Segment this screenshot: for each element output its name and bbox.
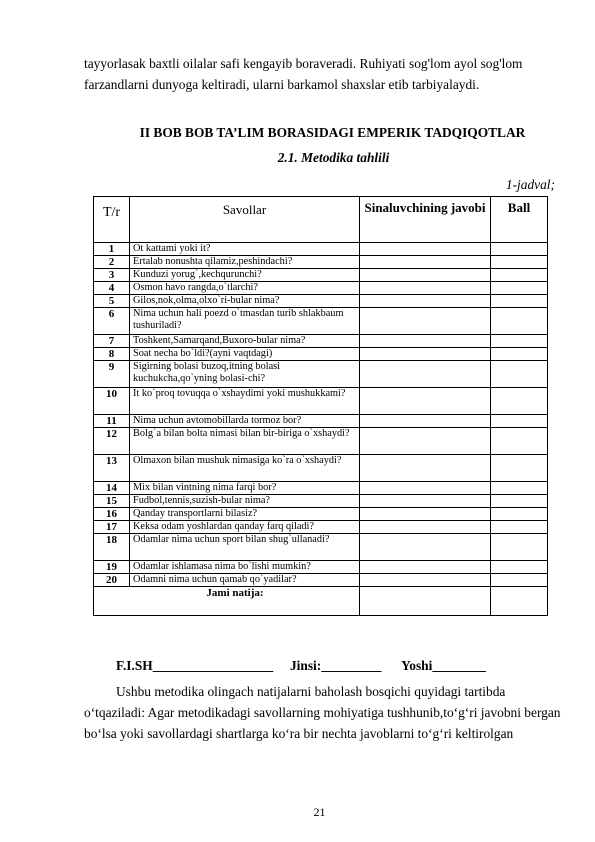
table-row (94, 256, 548, 269)
row-question: Odamlar ishlamasa nima bo`lishi mumkin? (130, 561, 360, 574)
table-row (94, 295, 548, 308)
row-score-cell[interactable] (491, 495, 548, 508)
row-answer-cell[interactable] (360, 295, 491, 308)
row-number: 11 (94, 415, 130, 428)
row-question: Ot kattami yoki it? (130, 243, 360, 256)
row-question: Nima uchun avtomobillarda tormoz bor? (130, 415, 360, 428)
row-question: Fudbol,tennis,suzish-bular nima? (130, 495, 360, 508)
row-number: 12 (94, 428, 130, 455)
table-row (94, 269, 548, 282)
total-row (94, 587, 548, 616)
page-number: 21 (313, 805, 326, 819)
row-question: Toshkent,Samarqand,Buxoro-bular nima? (130, 335, 360, 348)
row-answer-cell[interactable] (360, 508, 491, 521)
row-score-cell[interactable] (491, 574, 548, 587)
row-number: 6 (94, 308, 130, 335)
table-row (94, 308, 548, 335)
row-question: Kunduzi yorug`,kechqurunchi? (130, 269, 360, 282)
row-score-cell[interactable] (491, 561, 548, 574)
intro-paragraph: tayyorlasak baxtli oilalar safi kengayib boraveradi. Ruhiyati sog'lom ayol sog'lom farzandlarni dunyoga keltiradi, ularni barkamol shaxslar etib tarbiyalaydi. (84, 56, 523, 92)
questionnaire-table (93, 196, 548, 616)
table-row (94, 348, 548, 361)
table-label: 1-jadval; (505, 177, 555, 192)
header-number: T/r (94, 197, 130, 243)
row-answer-cell[interactable] (360, 269, 491, 282)
row-score-cell[interactable] (491, 388, 548, 415)
table-row (94, 455, 548, 482)
table-row (94, 508, 548, 521)
row-answer-cell[interactable] (360, 348, 491, 361)
table-row (94, 428, 548, 455)
row-answer-cell[interactable] (360, 282, 491, 295)
row-number: 5 (94, 295, 130, 308)
row-question: Bolg`a bilan bolta nimasi bilan bir-biriga o`xshaydi? (130, 428, 360, 455)
row-score-cell[interactable] (491, 482, 548, 495)
table-row (94, 361, 548, 388)
row-score-cell[interactable] (491, 361, 548, 388)
table-row (94, 282, 548, 295)
row-question: Keksa odam yoshlardan qanday farq qiladi? (130, 521, 360, 534)
row-answer-cell[interactable] (360, 495, 491, 508)
table-row (94, 495, 548, 508)
row-score-cell[interactable] (491, 308, 548, 335)
row-score-cell[interactable] (491, 428, 548, 455)
row-number: 1 (94, 243, 130, 256)
table-row (94, 335, 548, 348)
chapter-title: II BOB BOB TA’LIM BORASIDAGI EMPERIK TADQIQOTLAR (139, 125, 526, 140)
table-body (94, 243, 548, 616)
row-number: 2 (94, 256, 130, 269)
row-question: Mix bilan vintning nima farqi bor? (130, 482, 360, 495)
row-answer-cell[interactable] (360, 561, 491, 574)
row-score-cell[interactable] (491, 282, 548, 295)
row-number: 19 (94, 561, 130, 574)
table-row (94, 574, 548, 587)
row-number: 10 (94, 388, 130, 415)
row-answer-cell[interactable] (360, 482, 491, 495)
total-score-cell[interactable] (491, 587, 548, 616)
row-question: Gilos,nok,olma,olxo`ri-bular nima? (130, 295, 360, 308)
row-answer-cell[interactable] (360, 574, 491, 587)
row-score-cell[interactable] (491, 243, 548, 256)
total-label: Jami natija: (94, 587, 360, 616)
table-row (94, 521, 548, 534)
row-question: Odamlar nima uchun sport bilan shug`ullanadi? (130, 534, 360, 561)
evaluation-paragraph: Ushbu metodika olingach natijalarni baholash bosqichi quyidagi tartibda o‘tqaziladi: Agar metodikadagi savollarning mohiyatiga tushhunib,to‘g‘ri javobni bergan bo‘lsa yoki savollardagi shartlarga ko‘ra bir nechta javoblarni to‘g‘ri keltirolgan (84, 684, 561, 741)
row-score-cell[interactable] (491, 415, 548, 428)
row-answer-cell[interactable] (360, 361, 491, 388)
row-question: Sigirning bolasi buzoq,itning bolasi kuchukcha,qo`yning bolasi-chi? (130, 361, 360, 388)
row-number: 16 (94, 508, 130, 521)
row-answer-cell[interactable] (360, 243, 491, 256)
row-score-cell[interactable] (491, 521, 548, 534)
table-row (94, 561, 548, 574)
total-answer-cell[interactable] (360, 587, 491, 616)
row-answer-cell[interactable] (360, 521, 491, 534)
table-row (94, 482, 548, 495)
row-answer-cell[interactable] (360, 256, 491, 269)
row-answer-cell[interactable] (360, 335, 491, 348)
header-answer: Sinaluvchining javobi (360, 197, 491, 243)
row-question: Ertalab nonushta qilamiz,peshindachi? (130, 256, 360, 269)
row-number: 15 (94, 495, 130, 508)
row-score-cell[interactable] (491, 348, 548, 361)
table-row (94, 388, 548, 415)
row-number: 9 (94, 361, 130, 388)
row-number: 4 (94, 282, 130, 295)
row-question: Nima uchun hali poezd o`tmasdan turib shlakbaum tushuriladi? (130, 308, 360, 335)
row-score-cell[interactable] (491, 269, 548, 282)
row-question: Odamni nima uchun qamab qo`yadilar? (130, 574, 360, 587)
table-row (94, 243, 548, 256)
row-answer-cell[interactable] (360, 534, 491, 561)
row-question: Olmaxon bilan mushuk nimasiga ko`ra o`xshaydi? (130, 455, 360, 482)
row-score-cell[interactable] (491, 508, 548, 521)
row-number: 14 (94, 482, 130, 495)
row-number: 13 (94, 455, 130, 482)
row-answer-cell[interactable] (360, 308, 491, 335)
row-number: 18 (94, 534, 130, 561)
row-answer-cell[interactable] (360, 415, 491, 428)
row-answer-cell[interactable] (360, 388, 491, 415)
table-row (94, 534, 548, 561)
header-score: Ball (491, 197, 548, 243)
row-number: 3 (94, 269, 130, 282)
row-number: 7 (94, 335, 130, 348)
table-header-row (94, 197, 548, 243)
row-score-cell[interactable] (491, 455, 548, 482)
row-question: Osmon havo rangda,o`tlarchi? (130, 282, 360, 295)
row-answer-cell[interactable] (360, 428, 491, 455)
row-question: Soat necha bo`ldi?(ayni vaqtdagi) (130, 348, 360, 361)
header-questions: Savollar (130, 197, 360, 243)
row-question: Qanday transportlarni bilasiz? (130, 508, 360, 521)
respondent-info-line: F.I.SH__________________ Jinsi:_________ Yoshi________ (116, 658, 486, 673)
row-score-cell[interactable] (491, 256, 548, 269)
table-row (94, 415, 548, 428)
row-score-cell[interactable] (491, 335, 548, 348)
row-question: It ko`proq tovuqqa o`xshaydimi yoki mushukkami? (130, 388, 360, 415)
section-title: 2.1. Metodika tahlili (277, 150, 390, 165)
row-number: 8 (94, 348, 130, 361)
row-score-cell[interactable] (491, 534, 548, 561)
row-number: 20 (94, 574, 130, 587)
row-answer-cell[interactable] (360, 455, 491, 482)
row-score-cell[interactable] (491, 295, 548, 308)
row-number: 17 (94, 521, 130, 534)
